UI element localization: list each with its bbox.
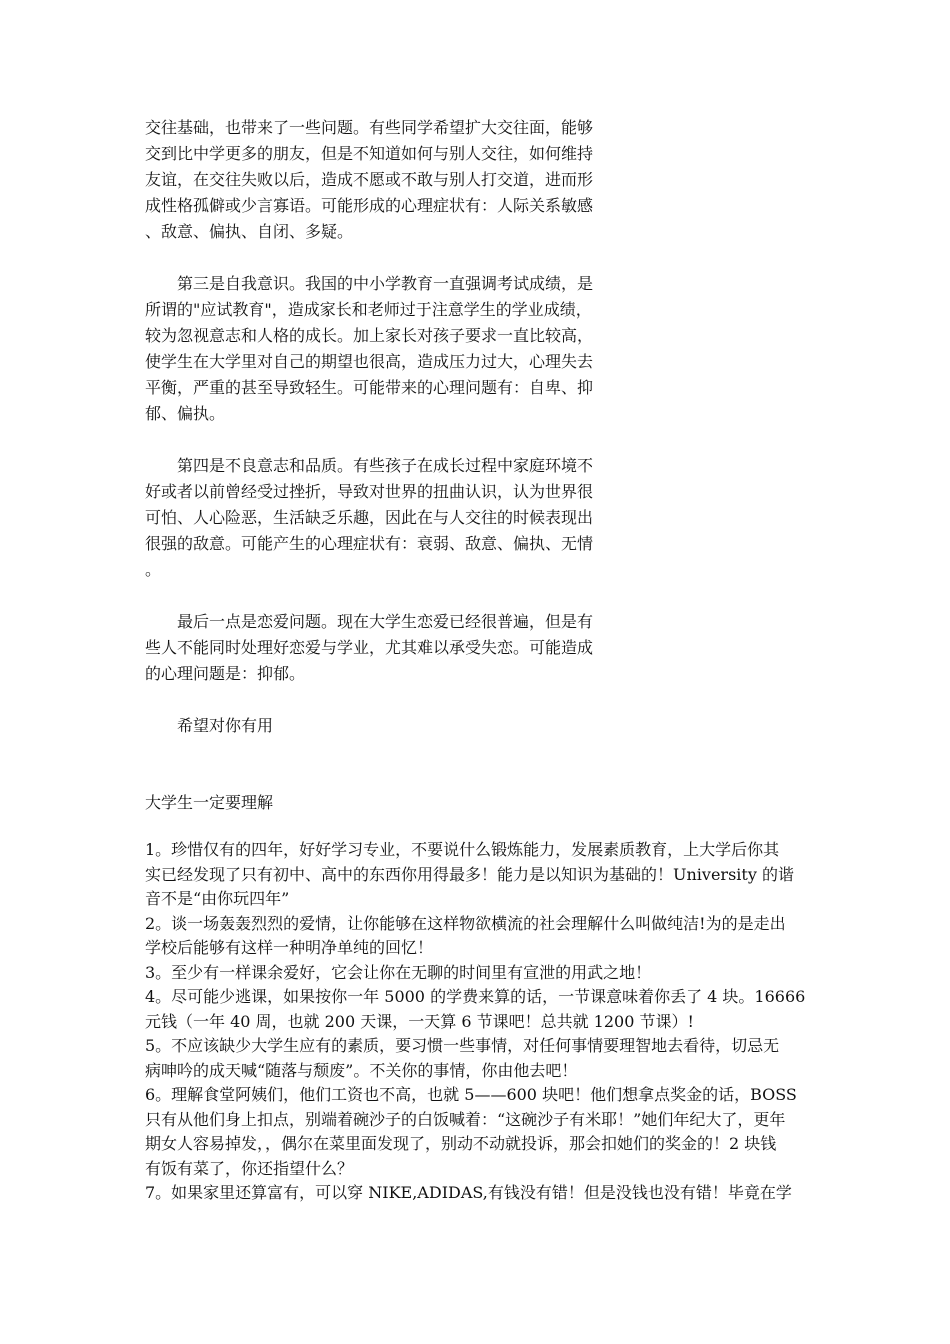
list-item: 1。珍惜仅有的四年，好好学习专业，不要说什么锻炼能力，发展素质教育，上大学后你其 实已经发现了只有初中、高中的东西你用得最多！能力是以知识为基础的！University 的谐 音不是“由你玩四年” xyxy=(145,840,794,908)
paragraph-bad-will: 第四是不良意志和品质。有些孩子在成长过程中家庭环境不 好或者以前曾经受过挫折，导致对世界的扭曲认识，认为世界很 可怕、人心险恶，生活缺乏乐趣，因此在与人交往的时候表现出 很强的敌意。可能产生的心理症状有：衰弱、敌意、偏执、无情 。 xyxy=(145,456,594,579)
paragraph-social-issues: 交往基础，也带来了一些问题。有些同学希望扩大交往面，能够 交到比中学更多的朋友，但是不知道如何与别人交往，如何维持 友谊，在交往失败以后，造成不愿或不敢与别人打交道，进而形 成性格孤僻或少言寡语。可能形成的心理症状有：人际关系敏感 、敌意、偏执、自闭、多疑。 xyxy=(145,118,594,241)
closing-wish: 希望对你有用 xyxy=(177,716,274,735)
list-item: 4。尽可能少逃课，如果按你一年 5000 的学费来算的话，一节课意味着你丢了 4 块。16666 元钱（一年 40 周，也就 200 天课，一天算 6 节课吧！总共就 1200 节课）! xyxy=(145,987,806,1031)
list-item: 2。谈一场轰轰烈烈的爱情，让你能够在这样物欲横流的社会理解什么叫做纯洁!为的是走出 学校后能够有这样一种明净单纯的回忆！ xyxy=(145,913,786,957)
list-item: 5。不应该缺少大学生应有的素质，要习惯一些事情，对任何事情要理智地去看待，切忌无 病呻吟的成天喊“随落与颓废”。不关你的事情，你由他去吧！ xyxy=(145,1036,780,1080)
list-item: 6。理解食堂阿姨们，他们工资也不高，也就 5——600 块吧！他们想拿点奖金的话，BOSS 只有从他们身上扣点，别端着碗沙子的白饭喊着：“这碗沙子有米耶！”她们年纪大了，更年 期女人容易掉发，，偶尔在菜里面发现了，别动不动就投诉，那会扣她们的奖金的！2 块钱 有饭有菜了，你还指望什么？ xyxy=(145,1085,797,1178)
paragraph-love-issues: 最后一点是恋爱问题。现在大学生恋爱已经很普遍，但是有 些人不能同时处理好恋爱与学业，尤其难以承受失恋。可能造成 的心理问题是：抑郁。 xyxy=(145,612,594,683)
list-item: 3。至少有一样课余爱好，它会让你在无聊的时间里有宣泄的用武之地！ xyxy=(145,962,652,982)
section-heading: 大学生一定要理解 xyxy=(145,793,274,812)
numbered-list xyxy=(145,838,817,1206)
section-psychology xyxy=(145,115,625,739)
paragraph-self-awareness: 第三是自我意识。我国的中小学教育一直强调考试成绩，是 所谓的"应试教育"，造成家长和老师过于注意学生的学业成绩， 较为忽视意志和人格的成长。加上家长对孩子要求一直比较高， 使学生在大学里对自己的期望也很高，造成压力过大，心理失去 平衡，严重的甚至导致轻生。可能带来的心理问题有：自卑、抑 郁、偏执。 xyxy=(145,274,594,423)
list-item: 7。如果家里还算富有，可以穿 NIKE,ADIDAS,有钱没有错！但是没钱也没有错！毕竟在学 xyxy=(145,1183,792,1202)
